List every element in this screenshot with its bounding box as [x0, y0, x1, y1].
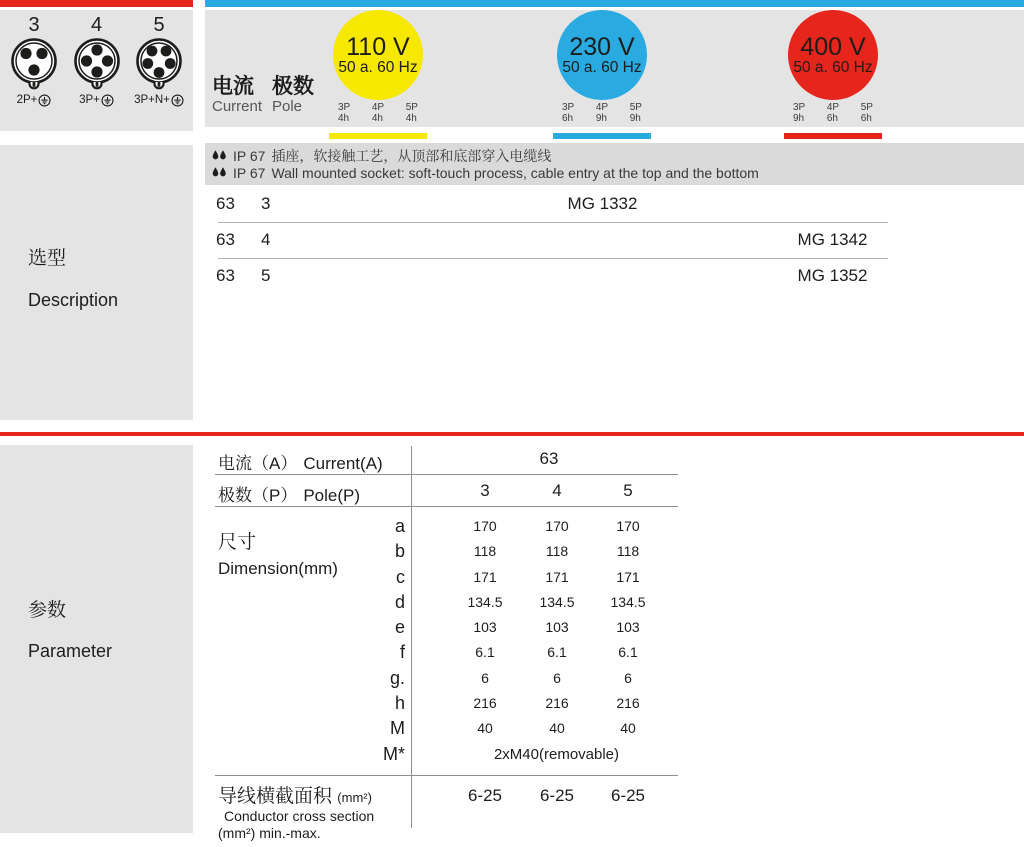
dimension-row: e 103 103 103	[394, 617, 640, 638]
top-right-cyan-bar	[205, 0, 1024, 7]
red-column-bar	[784, 133, 882, 139]
pole-row-label: 极数（P） Pole(P)	[218, 486, 361, 505]
earth-icon	[171, 94, 184, 107]
current-cell: 63	[216, 266, 235, 285]
connector-type-label: 3P+	[79, 94, 114, 107]
dimension-row: M 40 40 40	[390, 718, 636, 739]
dimension-label-zh: 尺寸	[218, 532, 257, 553]
conductor-label-zh: 导线横截面积 (mm²)	[218, 786, 372, 807]
connector-type-label: 2P+	[17, 94, 52, 107]
connector-diagram-panel	[0, 10, 193, 131]
top-left-red-bar	[0, 0, 193, 7]
pole-cell: 4	[261, 230, 271, 249]
pole-hour-codes-110v: 3P 4h 4P 4h 5P 4h	[338, 102, 418, 124]
voltage-circle-400v	[788, 10, 878, 100]
row-divider	[218, 222, 888, 223]
earth-icon	[38, 94, 51, 107]
pole-cell: 5	[261, 266, 271, 285]
table-line	[215, 775, 678, 776]
yellow-column-bar	[329, 133, 427, 139]
table-line	[215, 506, 678, 507]
ip-rating-note	[205, 143, 1024, 185]
pin-count-label: 3	[28, 14, 40, 36]
pole-hour-codes-400v: 3P 9h 4P 6h 5P 6h	[793, 102, 873, 124]
frequency-value: 50 a. 60 Hz	[793, 59, 873, 76]
conductor-value: 6-25	[467, 786, 503, 805]
row-divider	[218, 258, 888, 259]
pin-count-label: 4	[90, 14, 103, 36]
section-title-en: Parameter	[28, 641, 113, 661]
conductor-label-unit: (mm²) min.-max.	[218, 825, 321, 841]
connector-type-label: 3P+N+	[134, 94, 184, 107]
dimension-label-en: Dimension(mm)	[218, 559, 338, 578]
cyan-column-bar	[553, 133, 651, 139]
conductor-label-en: Conductor cross section	[224, 808, 375, 824]
product-code-cell: MG 1342	[797, 230, 868, 249]
voltage-circle-230v	[557, 10, 647, 100]
dimension-row: h 216 216 216	[394, 693, 640, 714]
current-row-label: 电流（A） Current(A)	[218, 454, 383, 473]
connector-4pin	[67, 14, 127, 131]
water-drops-icon	[212, 167, 227, 178]
section-title-en: Description	[28, 290, 119, 310]
connector-5pin	[129, 14, 189, 131]
dimension-rows	[215, 514, 678, 767]
pole-value: 5	[623, 481, 633, 500]
conductor-value: 6-25	[539, 786, 575, 805]
product-code-cell: MG 1332	[567, 194, 638, 213]
mstar-span-value: 2xM40(removable)	[493, 745, 620, 763]
dimension-row: d 134.5 134.5 134.5	[394, 591, 646, 612]
current-cell: 63	[216, 194, 235, 213]
connector-3pin	[4, 14, 64, 131]
product-code-cell: MG 1352	[797, 266, 868, 285]
dimension-row: g. 6 6 6	[389, 667, 632, 688]
pole-cell: 3	[261, 194, 271, 213]
pole-value: 4	[552, 481, 562, 500]
water-drops-icon	[212, 150, 227, 161]
voltage-value: 230 V	[569, 33, 635, 61]
description-section-panel	[0, 145, 193, 420]
voltage-circle-110v	[333, 10, 423, 100]
parameter-section-panel	[0, 445, 193, 833]
pole-label-en: Pole	[272, 98, 303, 115]
frequency-value: 50 a. 60 Hz	[338, 59, 418, 76]
dimension-row-mstar: M* 2xM40(removable)	[215, 742, 678, 767]
conductor-value: 6-25	[610, 786, 646, 805]
dimension-row: b 118 118 118	[394, 541, 640, 562]
pole-label-zh: 极数	[272, 75, 314, 98]
socket-4pin-icon	[73, 36, 121, 92]
current-label-en: Current	[212, 98, 263, 115]
pole-value: 3	[480, 481, 490, 500]
socket-5pin-icon	[135, 36, 183, 92]
frequency-value: 50 a. 60 Hz	[562, 59, 642, 76]
current-row-value: 63	[539, 449, 559, 468]
current-label-zh: 电流	[212, 75, 254, 98]
pin-count-label: 5	[153, 14, 165, 36]
table-line	[215, 474, 678, 475]
section-title-zh: 选型	[28, 248, 67, 269]
voltage-value: 110 V	[346, 33, 410, 61]
pole-hour-codes-230v: 3P 6h 4P 9h 5P 9h	[562, 102, 642, 124]
dimension-row: a 170 170 170	[394, 516, 640, 536]
voltage-header-panel	[205, 10, 1024, 127]
section-title-zh: 参数	[28, 600, 67, 621]
current-cell: 63	[216, 230, 235, 249]
ip-note-en: IP 67 Wall mounted socket: soft-touch process, cable entry at the top and the bottom	[212, 164, 1024, 181]
socket-3pin-icon	[10, 36, 58, 92]
red-divider	[0, 432, 1024, 436]
voltage-value: 400 V	[800, 33, 866, 61]
dimension-row: c 171 171 171	[396, 566, 640, 587]
earth-icon	[101, 94, 114, 107]
dimension-row: f 6.1 6.1 6.1	[399, 642, 638, 663]
ip-note-zh: IP 67 插座，软接触工艺，从顶部和底部穿入电缆线	[212, 147, 1024, 164]
